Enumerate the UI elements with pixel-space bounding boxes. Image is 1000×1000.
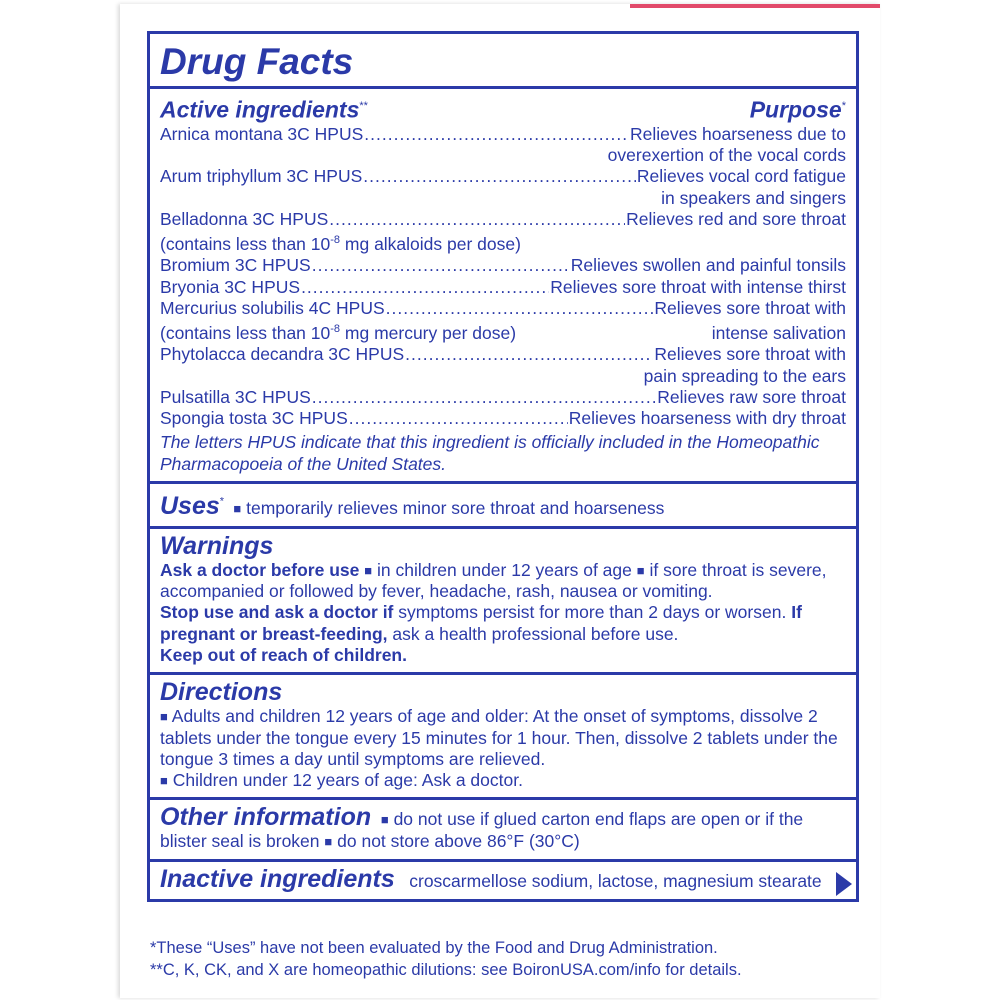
- uses-heading: Uses*: [160, 491, 225, 520]
- ingredient-purpose: Relieves sore throat with: [654, 297, 846, 318]
- ingredient-name: Pulsatilla 3C HPUS: [160, 386, 311, 407]
- ingredient-row-continued: [160, 230, 846, 255]
- warnings-text: Ask a doctor before use ■ in children under 12 years of age ■ if sore throat is severe, accompanied or followed by fever, headache, rash, nausea or vomiting. Stop use and ask a doctor if symptoms persist for more than 2 days or worsen. If pregnant or breast-feeding, ask a health professional before use. Keep out of reach of children.: [160, 559, 827, 665]
- drug-facts-title: Drug Facts: [160, 41, 354, 82]
- bullet-icon: ■: [636, 562, 645, 578]
- ingredient-purpose-continued: intense salivation: [711, 322, 846, 343]
- ingredient-note: (contains less than $10^{-8}$ mg mercury per dose): [160, 322, 517, 343]
- inactive-section: [150, 859, 856, 899]
- ingredient-name: Arnica montana 3C HPUS: [160, 123, 364, 144]
- bullet-icon: ■: [324, 834, 333, 850]
- active-heading: Active ingredients**: [160, 96, 368, 123]
- ingredient-row: [160, 277, 846, 298]
- directions-section: [150, 672, 856, 797]
- footnote-dilutions: **C, K, CK, and X are homeopathic dilutions: see BoironUSA.com/info for details.: [150, 961, 742, 979]
- ingredient-row: [160, 408, 846, 429]
- play-arrow-icon: [836, 872, 852, 896]
- ingredient-row-continued: [160, 188, 846, 209]
- ingredient-purpose: Relieves red and sore throat: [626, 208, 846, 229]
- ingredient-name: Bromium 3C HPUS: [160, 255, 311, 276]
- leader-dots: [386, 298, 654, 319]
- ingredient-list: [160, 124, 846, 430]
- active-header-row: [160, 93, 846, 123]
- leader-dots: [312, 255, 570, 276]
- directions-text: ■ Adults and children 12 years of age and older: At the onset of symptoms, dissolve 2 tablets under the tongue every 15 minutes for 1 hour. Then, dissolve 2 tablets under the tongue 3 times a day until symptoms are relieved. ■ Children under 12 years of age: Ask a doctor.: [160, 706, 838, 791]
- bullet-icon: ■: [160, 709, 168, 725]
- active-ingredients-section: [150, 34, 856, 481]
- inactive-heading: Inactive ingredients: [160, 864, 395, 893]
- ingredient-purpose: Relieves raw sore throat: [657, 386, 846, 407]
- ask-doctor-label: Ask a doctor before use: [160, 559, 360, 580]
- pregnant-label: If pregnant or breast-feeding,: [160, 602, 802, 644]
- leader-dots: [405, 344, 653, 365]
- ingredient-purpose-continued: in speakers and singers: [661, 187, 846, 208]
- leader-dots: [329, 209, 625, 230]
- ingredient-name: Arum triphyllum 3C HPUS: [160, 166, 363, 187]
- ingredient-name: Phytolacca decandra 3C HPUS: [160, 344, 405, 365]
- pink-strip: [630, 4, 880, 8]
- uses-text: temporarily relieves minor sore throat and hoarseness: [246, 497, 665, 518]
- uses-section: [150, 481, 856, 525]
- bullet-icon: ■: [233, 500, 242, 516]
- ingredient-row: [160, 124, 846, 145]
- ingredient-purpose: Relieves vocal cord fatigue: [636, 166, 846, 187]
- footnote-uses: *These “Uses” have not been evaluated by the Food and Drug Administration.: [150, 939, 718, 957]
- ingredient-purpose-continued: overexertion of the vocal cords: [607, 144, 846, 165]
- ingredient-name: Mercurius solubilis 4C HPUS: [160, 297, 385, 318]
- ingredient-row-continued: [160, 319, 846, 344]
- keep-out-label: Keep out of reach of children.: [160, 644, 407, 665]
- leader-dots: [363, 166, 636, 187]
- ingredient-purpose: Relieves hoarseness due to: [630, 123, 846, 144]
- warnings-heading: Warnings: [160, 531, 274, 560]
- ingredient-row: [160, 344, 846, 365]
- ingredient-name: Bryonia 3C HPUS: [160, 276, 301, 297]
- purpose-heading: Purpose*: [749, 96, 846, 123]
- ingredient-purpose: Relieves hoarseness with dry throat: [568, 408, 846, 429]
- ingredient-purpose: Relieves sore throat with intense thirst: [550, 276, 846, 297]
- hpus-note: The letters HPUS indicate that this ingredient is officially included in the Homeopathic Pharmacopoeia of the United States.: [160, 432, 820, 475]
- ingredient-row: [160, 387, 846, 408]
- bullet-icon: ■: [380, 812, 389, 828]
- other-info-section: Other information ■ do not use if glued carton end flaps are open or if the blister seal is broken ■ do not store above 86°F (30°C): [150, 797, 856, 858]
- ingredient-row-continued: [160, 145, 846, 166]
- directions-heading: Directions: [160, 678, 283, 707]
- other-info-heading: Other information: [160, 803, 372, 832]
- stop-use-label: Stop use and ask a doctor if: [160, 602, 394, 623]
- ingredient-purpose-continued: pain spreading to the ears: [643, 365, 846, 386]
- ingredient-purpose: Relieves sore throat with: [654, 344, 846, 365]
- bullet-icon: ■: [364, 562, 373, 578]
- warnings-section: [150, 526, 856, 672]
- leader-dots: [364, 124, 629, 145]
- drug-facts-panel: [147, 31, 859, 902]
- leader-dots: [349, 408, 568, 429]
- bullet-icon: ■: [160, 773, 168, 789]
- ingredient-note: (contains less than $10^{-8}$ mg alkaloids per dose): [160, 233, 521, 254]
- ingredient-purpose: Relieves swollen and painful tonsils: [570, 255, 846, 276]
- ingredient-name: Spongia tosta 3C HPUS: [160, 408, 348, 429]
- inactive-text: croscarmellose sodium, lactose, magnesium stearate: [409, 870, 822, 891]
- title-rule: [150, 86, 856, 89]
- leader-dots: [312, 387, 657, 408]
- ingredient-row: [160, 209, 846, 230]
- ingredient-row: [160, 255, 846, 276]
- ingredient-row: [160, 298, 846, 319]
- ingredient-row: [160, 166, 846, 187]
- footnotes: [150, 937, 742, 981]
- ingredient-name: Belladonna 3C HPUS: [160, 208, 329, 229]
- leader-dots: [301, 277, 549, 298]
- ingredient-row-continued: [160, 366, 846, 387]
